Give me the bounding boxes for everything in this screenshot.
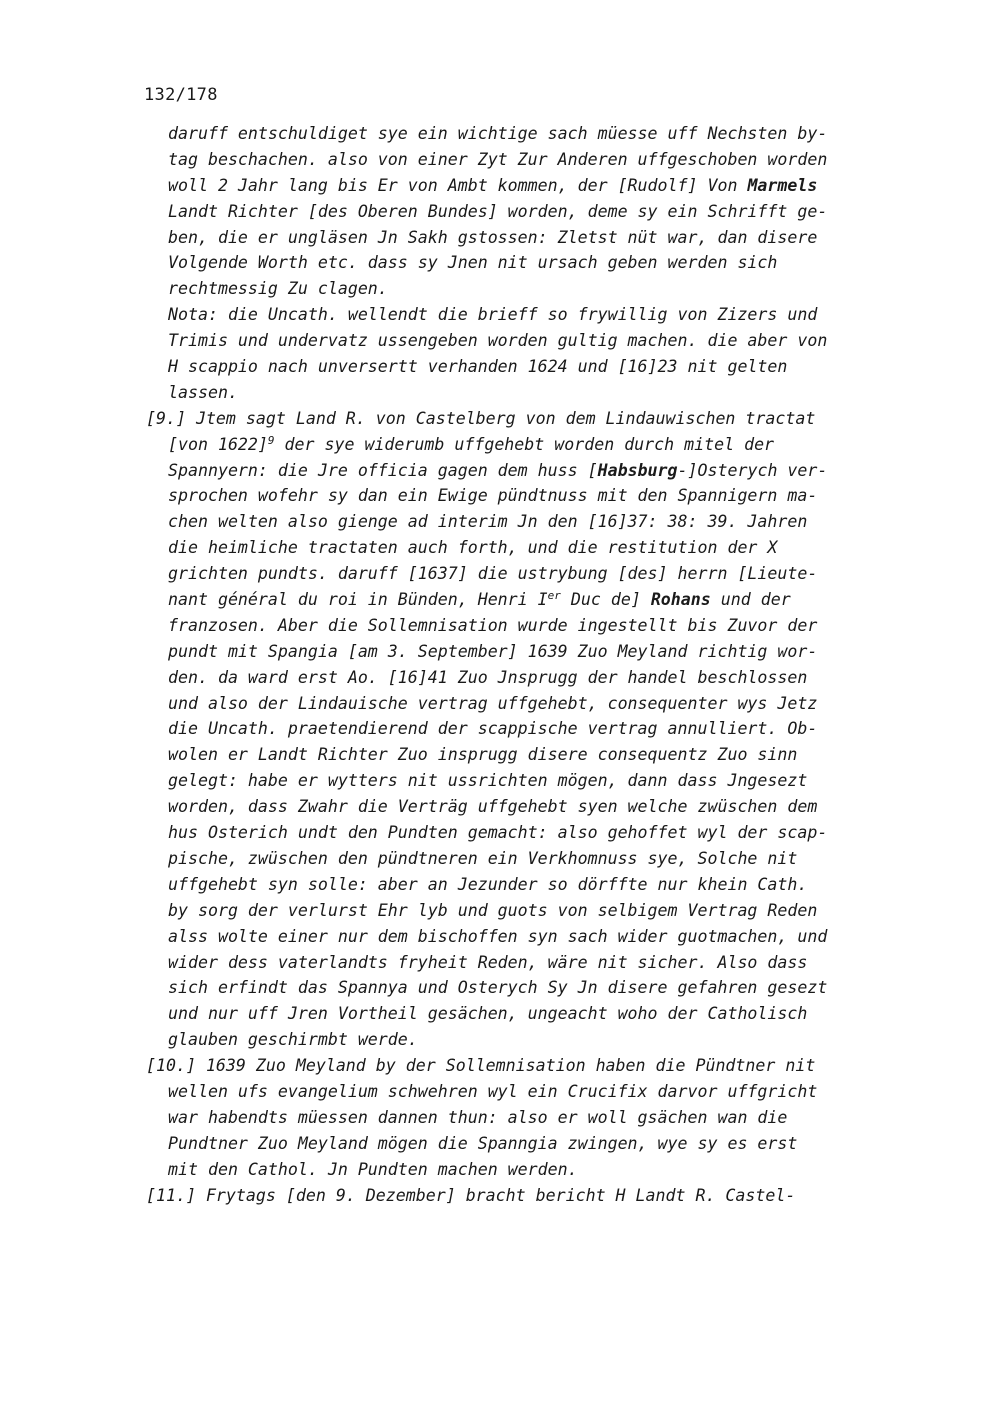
text-line: [146, 872, 916, 898]
text-line: [146, 432, 916, 458]
text-line: [146, 898, 916, 924]
line-text: alss wolte einer nur dem bischoffen syn sach wider guotmachen, und: [168, 926, 828, 946]
line-text: der sye widerumb uffgehebt worden durch mitel der: [274, 434, 775, 454]
line-text: und der: [710, 590, 791, 610]
line-text: lassen.: [168, 382, 238, 402]
text-line: [146, 846, 916, 872]
text-line: [146, 924, 916, 950]
text-line: [146, 328, 916, 354]
line-text: Trimis und undervatz ussengeben worden gultig machen. die aber von: [168, 331, 828, 351]
line-text: hus Osterich undt den Pundten gemacht: also gehoffet wyl der scap-: [168, 823, 828, 843]
text-line: [146, 458, 916, 484]
text-line: [146, 225, 916, 251]
line-text: [von 1622]: [168, 434, 268, 454]
line-text: pische, zwüschen den pündtneren ein Verkhomnuss sye, Solche nit: [168, 848, 798, 868]
text-line: [146, 716, 916, 742]
line-text: glauben geschirmbt werde.: [168, 1030, 418, 1050]
line-text: [9.] Jtem sagt Land R. von Castelberg von dem Lindauwischen tractat: [146, 408, 816, 428]
line-text: Pundtner Zuo Meyland mögen die Spanngia zwingen, wye sy es erst: [168, 1133, 798, 1153]
text-line: [146, 483, 916, 509]
line-text: [11.] Frytags [den 9. Dezember] bracht bericht H Landt R. Castel-: [146, 1185, 796, 1205]
line-text: by sorg der verlurst Ehr lyb und guots von selbigem Vertrag Reden: [168, 900, 818, 920]
line-text: ben, die er ungläsen Jn Sakh gstossen: Zletst nüt war, dan disere: [168, 227, 818, 247]
text-line: [146, 1001, 916, 1027]
line-text: wolen er Landt Richter Zuo insprugg disere consequentz Zuo sinn: [168, 745, 798, 765]
line-text: -]Osterych ver-: [677, 460, 828, 480]
page-number: 132/178: [144, 85, 218, 105]
line-text: grichten pundts. daruff [1637] die ustrybung [des] herrn [Lieute-: [168, 564, 818, 584]
line-text: H scappio nach unversertt verhanden 1624 und [16]23 nit gelten: [168, 357, 788, 377]
line-text: und also der Lindauische vertrag uffgehebt, consequenter wys Jetz: [168, 693, 818, 713]
text-line: [146, 665, 916, 691]
text-line: [146, 1183, 916, 1209]
line-text: Landt Richter [des Oberen Bundes] worden, deme sy ein Schrifft ge-: [168, 201, 828, 221]
line-text: den. da ward erst Ao. [16]41 Zuo Jnsprugg der handel beschlossen: [168, 667, 808, 687]
text-line: [146, 1053, 916, 1079]
line-text: sich erfindt das Spannya und Osterych Sy Jn disere gefahren gesezt: [168, 978, 828, 998]
line-text: nant général du roi in Bünden, Henri I: [168, 590, 548, 610]
line-text: uffgehebt syn solle: aber an Jezunder so dörffte nur khein Cath.: [168, 874, 808, 894]
text-line: [146, 302, 916, 328]
text-line: [146, 535, 916, 561]
line-text: wider dess vaterlandts fryheit Reden, wäre nit sicher. Also dass: [168, 952, 808, 972]
text-line: [146, 768, 916, 794]
text-line: [146, 1079, 916, 1105]
text-line: [146, 587, 916, 613]
text-line: [146, 380, 916, 406]
text-line: [146, 509, 916, 535]
bold-name: Rohans: [650, 590, 711, 610]
line-text: wellen ufs evangelium schwehren wyl ein Crucifix darvor uffgricht: [168, 1081, 818, 1101]
text-line: [146, 276, 916, 302]
line-text: pundt mit Spangia [am 3. September] 1639 Zuo Meyland richtig wor-: [168, 641, 818, 661]
line-text: franzosen. Aber die Sollemnisation wurde ingestellt bis Zuvor der: [168, 615, 818, 635]
text-line: [146, 173, 916, 199]
line-text: chen welten also gienge ad interim Jn den [16]37: 38: 39. Jahren: [168, 512, 808, 532]
line-text: die Uncath. praetendierend der scappische vertrag annulliert. Ob-: [168, 719, 818, 739]
text-line: [146, 639, 916, 665]
text-line: [146, 742, 916, 768]
text-line: [146, 820, 916, 846]
line-text: mit den Cathol. Jn Pundten machen werden.: [168, 1159, 578, 1179]
line-text: gelegt: habe er wytters nit ussrichten mögen, dann dass Jngesezt: [168, 771, 808, 791]
line-text: Duc de]: [560, 590, 651, 610]
line-text: Volgende Worth etc. dass sy Jnen nit ursach geben werden sich: [168, 253, 778, 273]
text-line: [146, 354, 916, 380]
text-line: [146, 613, 916, 639]
text-line: [146, 691, 916, 717]
line-text: tag beschachen. also von einer Zyt Zur Anderen uffgeschoben worden: [168, 149, 828, 169]
line-text: Spannyern: die Jre officia gagen dem huss [: [168, 460, 598, 480]
line-text: sprochen wofehr sy dan ein Ewige pündtnuss mit den Spannigern ma-: [168, 486, 818, 506]
line-text: Nota: die Uncath. wellendt die brieff so frywillig von Zizers und: [168, 305, 818, 325]
text-line: [146, 1105, 916, 1131]
superscript: er: [547, 589, 561, 603]
text-line: [146, 1157, 916, 1183]
text-line: [146, 250, 916, 276]
line-text: woll 2 Jahr lang bis Er von Ambt kommen, der [Rudolf] Von: [168, 175, 748, 195]
text-line: [146, 975, 916, 1001]
text-line: [146, 406, 916, 432]
superscript: 9: [267, 433, 275, 447]
line-text: die heimliche tractaten auch forth, und die restitution der X: [168, 538, 778, 558]
text-line: [146, 199, 916, 225]
text-line: [146, 121, 916, 147]
line-text: rechtmessig Zu clagen.: [168, 279, 388, 299]
text-line: [146, 561, 916, 587]
bold-name: Marmels: [747, 175, 818, 195]
document-body: [146, 121, 916, 1208]
bold-name: Habsburg: [597, 460, 678, 480]
line-text: daruff entschuldiget sye ein wichtige sach müesse uff Nechsten by-: [168, 124, 828, 143]
text-line: [146, 794, 916, 820]
line-text: und nur uff Jren Vortheil gesächen, ungeacht woho der Catholisch: [168, 1004, 808, 1024]
line-text: worden, dass Zwahr die Verträg uffgehebt syen welche zwüschen dem: [168, 797, 818, 817]
text-line: [146, 1131, 916, 1157]
line-text: war habendts müessen dannen thun: also er woll gsächen wan die: [168, 1107, 788, 1127]
text-line: [146, 950, 916, 976]
text-line: [146, 147, 916, 173]
text-line: [146, 1027, 916, 1053]
line-text: [10.] 1639 Zuo Meyland by der Sollemnisation haben die Pündtner nit: [146, 1056, 816, 1076]
